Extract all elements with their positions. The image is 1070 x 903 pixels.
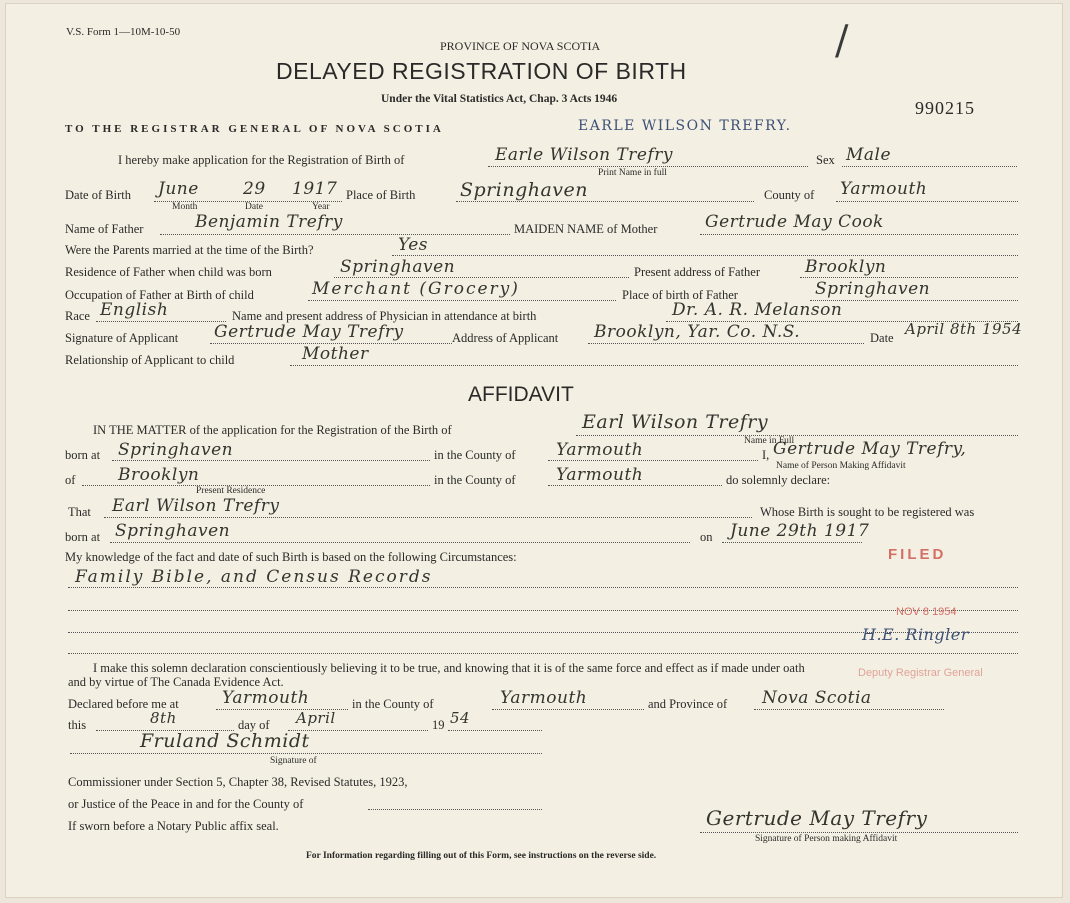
day-of-label: day of: [238, 718, 270, 732]
born-at2-value: Springhaven: [115, 521, 231, 541]
physician-value: Dr. A. R. Melanson: [672, 300, 843, 320]
date-label: Date: [245, 202, 263, 212]
matter-label: IN THE MATTER of the application for the Registration of the Birth of: [93, 423, 452, 437]
whose-birth-label: Whose Birth is sought to be registered was: [760, 505, 975, 519]
registrar-title: Deputy Registrar General: [858, 667, 983, 679]
mother-maiden-name: Gertrude May Cook: [705, 212, 884, 232]
relationship-value: Mother: [302, 344, 369, 364]
justice-text: or Justice of the Peace in and for the County of: [68, 797, 304, 811]
that-name: Earl Wilson Trefry: [112, 496, 280, 516]
affiant-signature: Gertrude May Trefry: [706, 806, 928, 830]
father-residence-label: Residence of Father when child was born: [65, 265, 272, 279]
matter-name: Earl Wilson Trefry: [582, 411, 769, 433]
father-residence: Springhaven: [340, 257, 456, 277]
affiant-name-label: Name of Person Making Affidavit: [776, 461, 906, 471]
child-name-printed: EARLE WILSON TREFRY.: [578, 118, 792, 134]
county3-label: in the County of: [352, 697, 434, 711]
document-title: DELAYED REGISTRATION OF BIRTH: [276, 58, 687, 84]
form-number: 990215: [915, 98, 975, 118]
commissioner-signature: Fruland Schmidt: [140, 730, 310, 752]
affiant-name: Gertrude May Trefry,: [773, 439, 967, 459]
sex-value: Male: [846, 145, 892, 165]
applicant-address: Brooklyn, Yar. Co. N.S.: [594, 322, 801, 342]
affidavit-heading: AFFIDAVIT: [468, 383, 574, 406]
county1-value: Yarmouth: [556, 440, 644, 460]
circumstances-value: Family Bible, and Census Records: [75, 567, 433, 587]
print-name-label: Print Name in full: [598, 168, 667, 178]
race-value: English: [100, 300, 169, 320]
on-label: on: [700, 530, 713, 544]
county2-value: Yarmouth: [556, 465, 644, 485]
affiant-signature-label: Signature of Person making Affidavit: [755, 834, 898, 844]
place-of-birth-label: Place of Birth: [346, 188, 416, 202]
intro-label: I hereby make application for the Registration of Birth of: [118, 153, 405, 167]
year-label: Year: [312, 202, 330, 212]
physician-label: Name and present address of Physician in attendance at birth: [232, 309, 537, 323]
declared-label: Declared before me at: [68, 697, 179, 711]
father-present: Brooklyn: [805, 257, 887, 277]
race-label: Race: [65, 309, 90, 323]
month-value: April: [296, 709, 336, 727]
born-at-label: born at: [65, 448, 101, 462]
mother-maiden-label: MAIDEN NAME of Mother: [514, 222, 658, 236]
born-at2-label: born at: [65, 530, 101, 544]
father-occupation: Merchant (Grocery): [312, 279, 520, 299]
knowledge-label: My knowledge of the fact and date of such Birth is based on the following Circumstances:: [65, 550, 517, 564]
born-at-value: Springhaven: [118, 440, 234, 460]
applicant-sig-label: Signature of Applicant: [65, 331, 179, 345]
date-main-value: April 8th 1954: [905, 320, 1023, 338]
year-prefix: 19: [432, 718, 445, 732]
filed-stamp: FILED: [888, 546, 947, 563]
married-value: Yes: [398, 235, 429, 255]
commissioner-text: Commissioner under Section 5, Chapter 38, Revised Statutes, 1923,: [68, 775, 408, 789]
day-value: 8th: [150, 709, 177, 727]
on-date: June 29th 1917: [730, 521, 870, 541]
i-label: I,: [762, 448, 770, 462]
signature-of-label: Signature of: [270, 756, 317, 766]
father-birthplace: Springhaven: [815, 279, 931, 299]
declare-label: do solemnly declare:: [726, 473, 831, 487]
dob-month: June: [158, 179, 199, 199]
father-label: Name of Father: [65, 222, 144, 236]
married-label: Were the Parents married at the time of the Birth?: [65, 243, 314, 257]
of-residence: Brooklyn: [118, 465, 200, 485]
that-label: That: [68, 505, 91, 519]
province-heading: PROVINCE OF NOVA SCOTIA: [440, 39, 601, 53]
father-occupation-label: Occupation of Father at Birth of child: [65, 288, 254, 302]
declared-at: Yarmouth: [222, 688, 310, 708]
registrar-signature: H.E. Ringler: [862, 625, 969, 644]
relationship-label: Relationship of Applicant to child: [65, 353, 235, 367]
present-residence-label: Present Residence: [196, 486, 266, 496]
notary-text: If sworn before a Notary Public affix seal.: [68, 819, 279, 833]
dob-year: 1917: [292, 179, 338, 199]
county-label: County of: [764, 188, 815, 202]
sex-label: Sex: [816, 153, 835, 167]
stamp-date: NOV 8 1954: [896, 606, 957, 618]
province-value: Nova Scotia: [762, 688, 872, 708]
county3-value: Yarmouth: [500, 688, 588, 708]
father-birthplace-label: Place of birth of Father: [622, 288, 738, 302]
county1-label: in the County of: [434, 448, 516, 462]
footer-note: For Information regarding filling out of this Form, see instructions on the reverse side.: [306, 851, 657, 861]
year-suffix: 54: [450, 709, 471, 727]
solemn-text-1: I make this solemn declaration conscientiously believing it to be true, and knowing that it is of the same force and effect as if made under oath: [93, 661, 805, 675]
child-name: Earle Wilson Trefry: [495, 145, 673, 165]
name-in-full-label: Name in Full: [744, 436, 795, 446]
county-value: Yarmouth: [840, 179, 928, 199]
solemn-text-2: and by virtue of The Canada Evidence Act.: [68, 675, 284, 689]
county2-label: in the County of: [434, 473, 516, 487]
form-code: V.S. Form 1—10M-10-50: [66, 26, 181, 38]
date-main-label: Date: [870, 331, 894, 345]
this-label: this: [68, 718, 87, 732]
addressee: TO THE REGISTRAR GENERAL OF NOVA SCOTIA: [65, 123, 444, 135]
of-label: of: [65, 473, 76, 487]
document-subtitle: Under the Vital Statistics Act, Chap. 3 Acts 1946: [381, 93, 618, 105]
applicant-address-label: Address of Applicant: [452, 331, 559, 345]
month-label: Month: [172, 202, 198, 212]
applicant-signature: Gertrude May Trefry: [214, 322, 404, 342]
dob-date: 29: [243, 179, 266, 199]
place-of-birth: Springhaven: [460, 179, 589, 201]
father-present-label: Present address of Father: [634, 265, 761, 279]
corner-mark: /: [835, 18, 849, 64]
father-name: Benjamin Trefry: [195, 212, 343, 232]
dob-label: Date of Birth: [65, 188, 131, 202]
province-label: and Province of: [648, 697, 728, 711]
